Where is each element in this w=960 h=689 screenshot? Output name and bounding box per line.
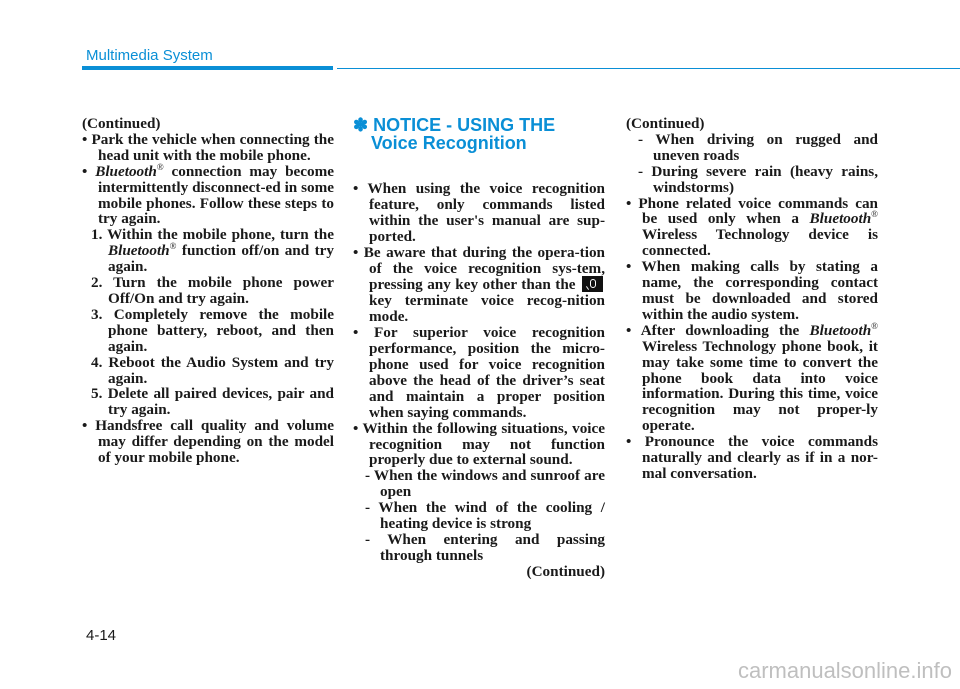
bluetooth-brand-text: Bluetooth [809, 210, 872, 228]
bullet-text: • Phone related voice commands can be used only when a [626, 194, 878, 228]
step-text: 1. Within the mobile phone, turn the [91, 226, 334, 244]
voice-recognition-key-icon [582, 276, 603, 292]
bullet-text: • Be aware that during the opera-tion of the voice recognition sys-tem, pressing any key other than the [353, 243, 605, 294]
bullet-phone-commands [626, 196, 878, 260]
step-4: 4. Reboot the Audio System and try again. [91, 353, 334, 387]
bullet-microphone-position: • For superior voice recognition performance, position the micro-phone used for voice recognition above the head of the driver’s seat and maintain a proper position when saying commands. [353, 324, 605, 421]
registered-mark: ® [169, 241, 177, 252]
step-1 [82, 227, 334, 275]
dash-severe-rain: - During severe rain (heavy rains, windstorms) [638, 162, 878, 196]
continued-label: (Continued) [82, 115, 161, 132]
bullet-pronounce-naturally: • Pronounce the voice commands naturally and clearly as if in a nor-mal conversation. [626, 433, 878, 482]
step-5: 5. Delete all paired devices, pair and try again. [91, 385, 334, 419]
step-2: 2. Turn the mobile phone power Off/On and try again. [91, 274, 334, 307]
continued-label: (Continued) [626, 115, 705, 132]
watermark: carmanualsonline.info [737, 658, 952, 683]
bluetooth-brand-text: Bluetooth [809, 321, 872, 339]
dash-wind-strong: - When the wind of the cooling / heating device is strong [365, 499, 605, 533]
bullet-text: connection may become intermittently disconnect-ed in some mobile phones. Follow these steps to try again. [98, 162, 335, 228]
registered-mark: ® [871, 320, 878, 331]
bullet-handsfree-quality: • Handsfree call quality and volume may differ depending on the model of your mobile phone. [82, 417, 334, 467]
bullet-phonebook-download [626, 320, 878, 435]
bluetooth-brand-text: Bluetooth [95, 162, 157, 180]
dash-windows-open: - When the windows and sunroof are open [365, 467, 605, 501]
column-right [626, 116, 878, 482]
step-text: function off/on and try again. [108, 242, 334, 276]
bullet-text: key terminate voice recog-nition mode. [369, 292, 605, 326]
bullet-key-terminates [353, 245, 605, 326]
bullet-text: Wireless Technology device is connected. [642, 226, 878, 260]
bullet-voice-commands-listed: • When using the voice recognition feature, only commands listed within the user's manual are sup-ported. [353, 180, 605, 245]
bullet-text: Wireless Technology phone book, it may take some time to convert the phone book data into voice information. During this time, voice recognition may not proper-ly operate. [642, 337, 878, 435]
column-middle [353, 116, 605, 580]
bullet-text: • After downloading the [626, 321, 810, 339]
bullet-park-vehicle: • Park the vehicle when connecting the head unit with the mobile phone. [82, 130, 334, 164]
notice-title: ✽ NOTICE - USING THE Voice Recognition [353, 115, 556, 153]
step-3: 3. Completely remove the mobile phone battery, reboot, and then again. [91, 305, 334, 355]
bullet-external-sound: • Within the following situations, voice recognition may not function properly due to external sound. [353, 419, 605, 469]
page-number: 4-14 [86, 627, 117, 644]
continued-label: (Continued) [526, 562, 605, 580]
registered-mark: ® [156, 161, 164, 172]
section-title: Multimedia System [86, 47, 213, 64]
dash-rugged-roads: - When driving on rugged and uneven roads [638, 130, 878, 164]
bullet-prefix: • [82, 162, 96, 180]
dash-tunnels: - When entering and passing through tunnels [365, 530, 605, 564]
header-rule-thin [337, 68, 960, 69]
registered-mark: ® [871, 209, 878, 220]
bullet-bluetooth-disconnect [82, 161, 335, 228]
bullet-calls-by-name: • When making calls by stating a name, the corresponding contact must be downloaded and stored within the audio system. [626, 258, 878, 323]
column-left [82, 116, 334, 466]
header-rule-thick [82, 66, 333, 70]
bluetooth-brand-text: Bluetooth [108, 242, 170, 260]
